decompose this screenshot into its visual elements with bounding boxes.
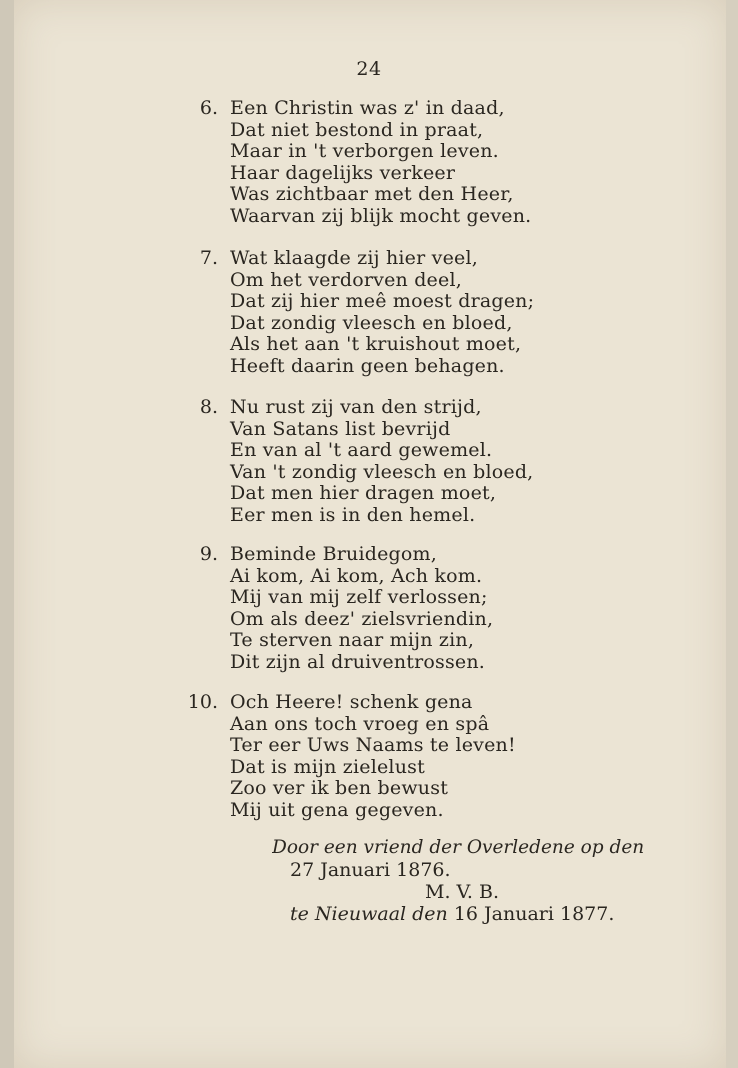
verse-line: Van Satans list bevrijd: [230, 417, 451, 440]
verse-line: Aan ons toch vroeg en spâ: [230, 712, 490, 735]
verse-line: Van 't zondig vleesch en bloed,: [230, 460, 534, 483]
stanza-lines: [230, 248, 534, 377]
page-number: 24: [356, 58, 382, 80]
stanza-lines: [230, 692, 516, 821]
stanza-number: 7.: [199, 247, 218, 269]
verse-line: Mij uit gena gegeven.: [230, 798, 444, 821]
stanza-number: 8.: [199, 396, 218, 418]
stanza-number: 9.: [199, 543, 218, 565]
signature-line-1: Door een vriend der Overledene op den: [272, 837, 645, 858]
signature-place: te Nieuwaal den: [290, 903, 448, 925]
verse-line: Heeft daarin geen behagen.: [230, 354, 505, 377]
verse-line: Ai kom, Ai kom, Ach kom.: [230, 564, 483, 587]
verse-line: Te sterven naar mijn zin,: [230, 629, 475, 651]
stanza-number: 6.: [199, 97, 218, 119]
verse-line: Mij van mij zelf verlossen;: [230, 586, 488, 608]
verse-line: Och Heere! schenk gena: [230, 691, 473, 713]
verse-line: Wat klaagde zij hier veel,: [230, 247, 478, 269]
verse-line: Dat zij hier meê moest dragen;: [230, 290, 535, 312]
page-edge-right: [726, 0, 738, 1068]
signature-line-4: [290, 903, 614, 925]
verse-line: Maar in 't verborgen leven.: [230, 140, 499, 162]
verse-line: En van al 't aard gewemel.: [230, 439, 493, 461]
verse-line: Zoo ver ik ben bewust: [230, 777, 449, 799]
verse-line: Eer men is in den hemel.: [230, 503, 476, 526]
verse-line: Was zichtbaar met den Heer,: [230, 183, 514, 205]
verse-line: Dit zijn al druiventrossen.: [230, 650, 486, 673]
stanza-lines: [230, 544, 493, 673]
stanza-number: 10.: [187, 691, 218, 713]
verse-line: Dat is mijn zielelust: [230, 755, 425, 778]
verse-line: Haar dagelijks verkeer: [230, 161, 456, 184]
verse-line: Waarvan zij blijk mocht geven.: [230, 204, 532, 227]
page-edge-left: [0, 0, 14, 1068]
stanza-lines: [230, 397, 533, 526]
verse-line: Ter eer Uws Naams te leven!: [230, 734, 516, 756]
verse-line: Als het aan 't kruishout moet,: [230, 333, 522, 355]
stanza-lines: [230, 98, 531, 227]
signature-line-2: 27 Januari 1876.: [290, 859, 451, 881]
verse-line: Dat zondig vleesch en bloed,: [230, 311, 513, 334]
verse-line: Een Christin was z' in daad,: [230, 97, 505, 119]
signature-date: 16 Januari 1877.: [453, 903, 615, 925]
signature-initials: M. V. B.: [425, 881, 500, 903]
verse-line: Dat men hier dragen moet,: [230, 482, 497, 504]
verse-line: Om het verdorven deel,: [230, 268, 462, 291]
verse-line: Nu rust zij van den strijd,: [230, 396, 482, 418]
verse-line: Om als deez' zielsvriendin,: [230, 607, 494, 630]
verse-line: Beminde Bruidegom,: [230, 543, 438, 565]
verse-line: Dat niet bestond in praat,: [230, 118, 484, 141]
